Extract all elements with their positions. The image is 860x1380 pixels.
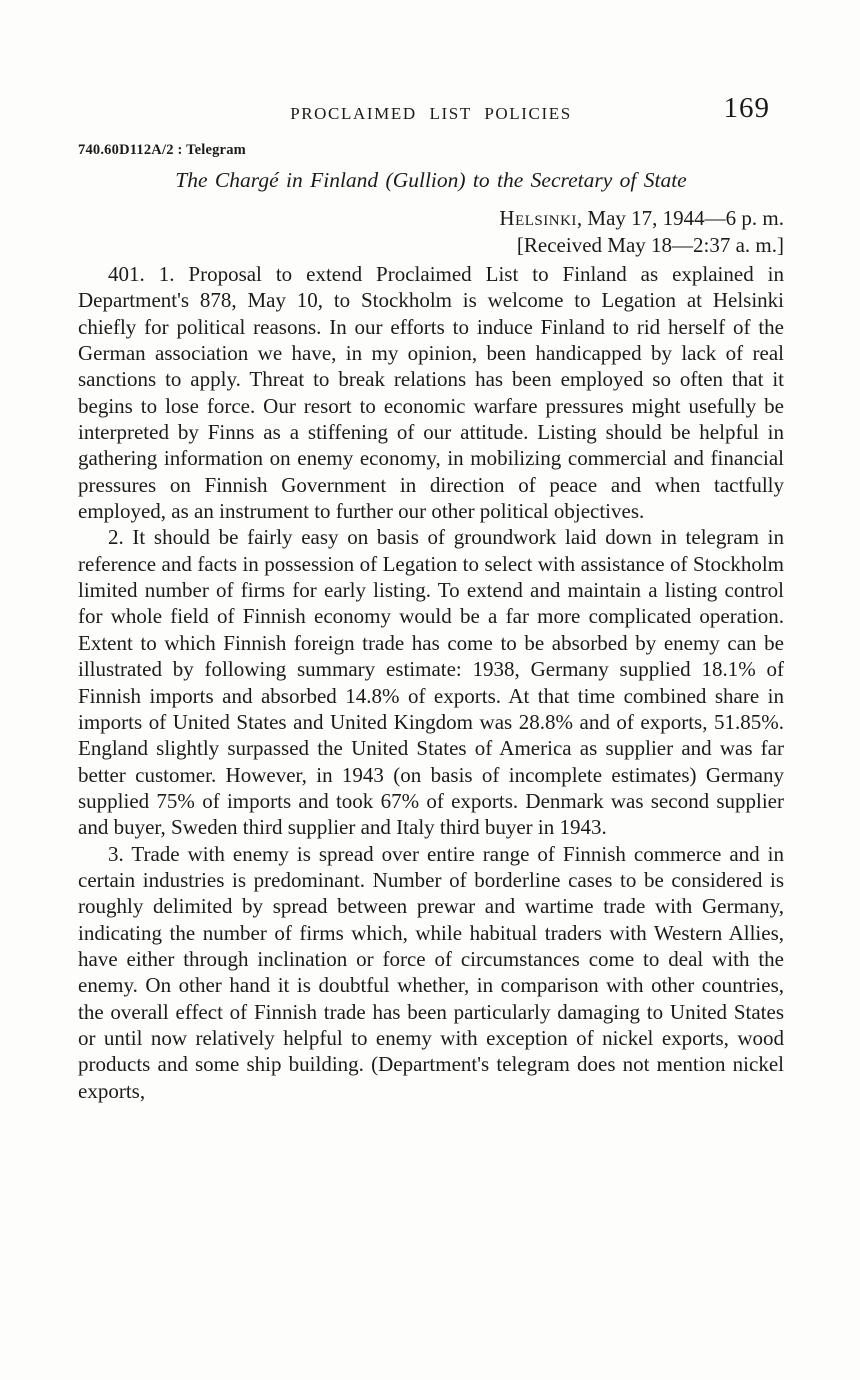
received-line: [Received May 18—2:37 a. m.] [516,232,784,257]
page-number: 169 [723,92,770,124]
page-header [78,92,784,133]
running-head: PROCLAIMED LIST POLICIES [290,104,572,123]
document-reference: 740.60D112A/2 : Telegram [78,142,246,158]
dateline-datetime: , May 17, 1944—6 p. m. [576,206,784,230]
document-title: The Chargé in Finland (Gullion) to the Secretary of State [175,168,687,192]
paragraph-2: 2. It should be fairly easy on basis of groundwork laid down in telegram in reference and facts in possession of Legation to select with assistance of Stockholm limited number of firms for early listing. To extend and maintain a listing control for whole field of Finnish economy would be a far more complicated operation. Extent to which Finnish foreign trade has come to be absorbed by enemy can be illustrated by following summary estimate: 1938, Germany supplied 18.1% of Finnish imports and absorbed 14.8% of exports. At that time combined share in imports of United States and United Kingdom was 28.8% and of exports, 51.85%. England slightly surpassed the United States of America as supplier and was far better customer. However, in 1943 (on basis of incomplete estimates) Germany supplied 75% of imports and took 67% of exports. Denmark was second supplier and buyer, Sweden third supplier and Italy third buyer in 1943. [78,525,784,840]
paragraph-1: 401. 1. Proposal to extend Proclaimed List to Finland as explained in Department's 878, May 10, to Stockholm is welcome to Legation at Helsinki chiefly for political reasons. In our efforts to induce Finland to rid herself of the German association we have, in my opinion, been handicapped by lack of real sanctions to apply. Threat to break relations has been employed so often that it begins to lose force. Our resort to economic warfare pressures might usefully be interpreted by Finns as a stiffening of our attitude. Listing should be helpful in gathering information on enemy economy, in mobilizing commercial and financial pressures on Finnish Government in direction of peace and when tactfully employed, as an instrument to further our other political objectives. [78,262,784,524]
dateline-place: Helsinki [499,206,577,230]
page-content [78,92,784,1104]
paragraph-3: 3. Trade with enemy is spread over entire range of Finnish commerce and in certain industries is predominant. Number of borderline cases to be considered is roughly delimited by spread between prewar and wartime trade with Germany, indicating the number of firms which, while habitual traders with Western Allies, have either through inclination or force of circumstances come to deal with the enemy. On other hand it is doubtful whether, in comparison with other countries, the overall effect of Finnish trade has been particularly damaging to United States or until now relatively helpful to enemy with exception of nickel exports, wood products and some ship building. (Department's telegram does not mention nickel exports, [78,841,784,1103]
dateline [78,205,784,232]
telegram-body [78,261,784,1104]
